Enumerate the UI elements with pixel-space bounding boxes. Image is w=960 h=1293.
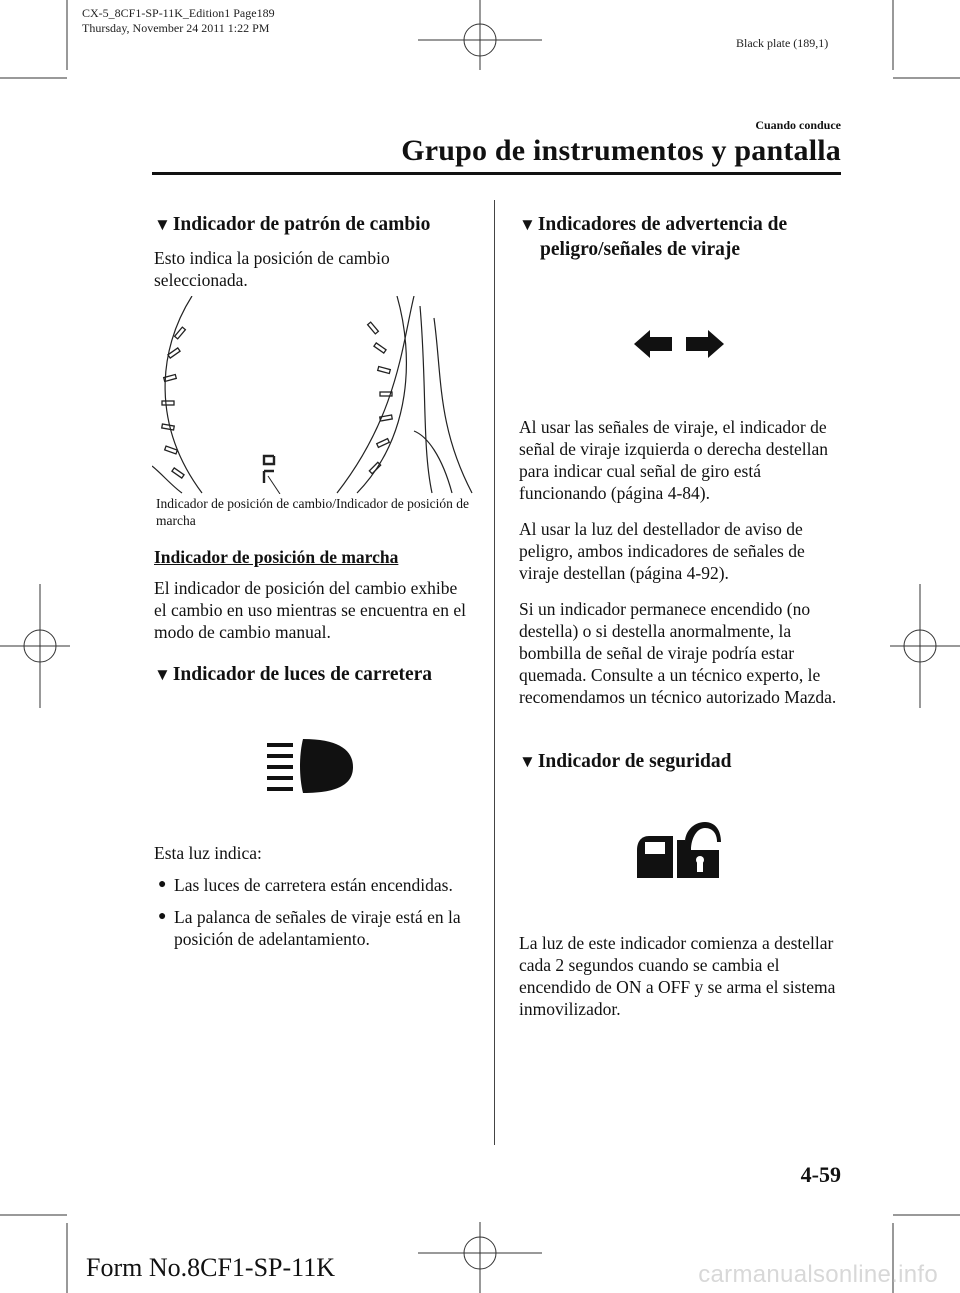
header-rule <box>152 172 841 175</box>
turn-signal-paragraph-1: Al usar las señales de viraje, el indicador de señal de viraje izquierda o derecha destellan para indicar cual señal de giro está funcionando (página 4-84). <box>519 417 829 503</box>
plate-label: Black plate (189,1) <box>736 36 829 50</box>
high-beam-section <box>154 662 474 687</box>
list-item: ● Las luces de carretera están encendidas. <box>158 875 453 895</box>
security-text-block <box>519 932 841 1020</box>
subheading-gear-position: Indicador de posición de marcha <box>154 547 399 567</box>
high-beam-icon <box>265 737 357 795</box>
security-text: La luz de este indicador comienza a destellar cada 2 segundos cuando se cambia el encendido de ON a OFF y se arma el sistema inmovilizador. <box>519 933 836 1019</box>
watermark: carmanualsonline.info <box>698 1261 938 1288</box>
turn-signal-paragraph-2: Al usar la luz del destellador de aviso de peligro, ambos indicadores de señales de viraje destellan (página 4-92). <box>519 519 805 583</box>
security-lock-icon <box>633 818 723 884</box>
page-number: 4-59 <box>800 1162 841 1187</box>
hazard-turn-text <box>519 416 841 708</box>
section-label: Cuando conduce <box>755 118 841 132</box>
form-number: Form No.8CF1-SP-11K <box>86 1253 335 1282</box>
turn-signal-arrows-icon <box>634 330 724 358</box>
high-beam-details <box>154 842 474 950</box>
left-column <box>154 212 474 291</box>
turn-signal-paragraph-3: Si un indicador permanece encendido (no destella) o si destella anormalmente, la bombilla de señal de viraje podría estar quemada. Consulte a un técnico experto, le recomendamos un técnico autorizado Mazda. <box>519 599 837 707</box>
section-heading-high-beam: ▼ Indicador de luces de carretera <box>154 664 433 685</box>
section-heading-shift-pattern: ▼ Indicador de patrón de cambio <box>154 214 431 235</box>
gauge-cluster-figure <box>152 296 474 494</box>
list-item: ● La palanca de señales de viraje está en la posición de adelantamiento. <box>158 907 461 949</box>
print-slug <box>82 6 275 36</box>
section-heading-security: ▼ Indicador de seguridad <box>519 751 732 772</box>
column-divider <box>494 200 495 1145</box>
print-slug-line2: Thursday, November 24 2011 1:22 PM <box>82 21 270 35</box>
print-slug-line1: CX-5_8CF1-SP-11K_Edition1 Page189 <box>82 6 275 20</box>
gear-position-text: El indicador de posición del cambio exhibe el cambio en uso mientras se encuentra en el modo de cambio manual. <box>154 578 466 642</box>
figure-caption: Indicador de posición de cambio/Indicador de posición de marcha <box>156 496 470 528</box>
gear-position-block <box>154 546 474 643</box>
page-title: Grupo de instrumentos y pantalla <box>401 134 841 167</box>
section-heading-hazard-turn: ▼ Indicadores de advertencia de peligro/señales de viraje <box>519 214 788 260</box>
high-beam-intro: Esta luz indica: <box>154 843 262 863</box>
shift-pattern-text: Esto indica la posición de cambio seleccionada. <box>154 248 390 290</box>
security-section <box>519 749 841 774</box>
right-column <box>519 212 841 262</box>
